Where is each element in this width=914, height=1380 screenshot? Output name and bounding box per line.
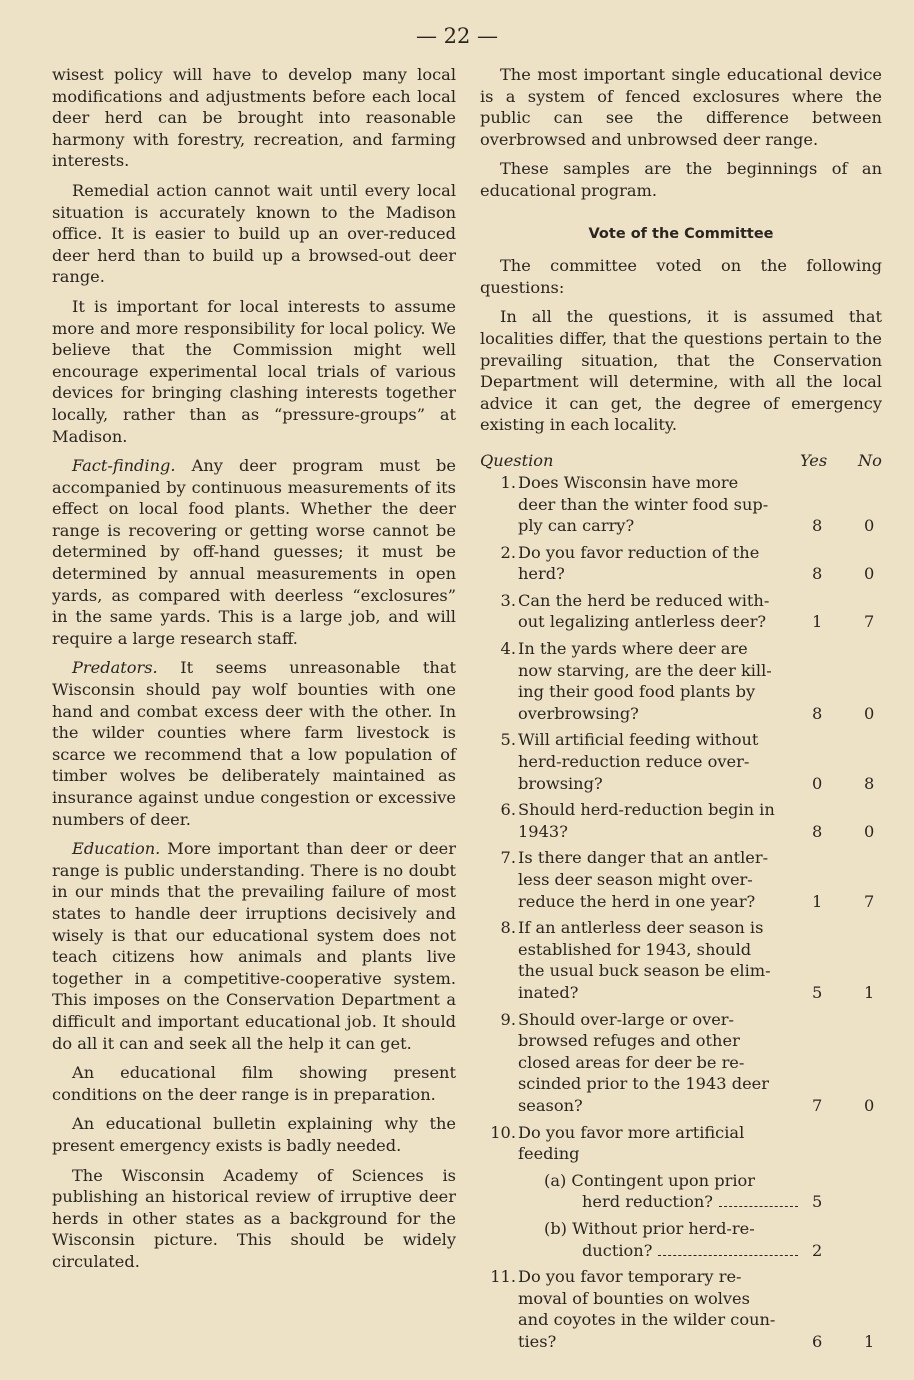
leader-dots: [719, 1194, 798, 1207]
question-number: 9.: [500, 1009, 516, 1029]
paragraph-body: More important than deer or deer range is public understanding. There is no doubt in our minds that the prevailing failure of most states to handle deer irruptions decisively and wisely is that our educational system does not teach citizens how animals and plants live together in a competitive-cooperative system. This imposes on the Conservation Department a difficult and important educational job. It should do all it can and seek all the help it can get.: [52, 839, 456, 1053]
table-row: [480, 1122, 882, 1165]
question-number: 5.: [500, 730, 516, 750]
header-no: No: [858, 450, 882, 470]
question-line: Does Wisconsin have more: [518, 472, 739, 492]
question-line: Do you favor reduction of the: [518, 542, 760, 562]
leader-dots: [658, 1243, 798, 1256]
yes-count: 7: [812, 1095, 823, 1115]
question-text: [518, 917, 806, 1003]
question-last-line: [518, 563, 806, 585]
no-count: 1: [864, 982, 875, 1002]
question-line: browsing?: [518, 773, 603, 793]
paragraph: These samples are the beginnings of an educational program.: [480, 159, 882, 200]
question-line: Do you favor temporary re-: [518, 1267, 742, 1287]
question-line: duction?: [582, 1240, 653, 1260]
paragraph: wisest policy will have to develop many local modifications and adjustments before each local deer herd can be brought into reasonable harmony with forestry, recreation, and farming interests.: [52, 65, 456, 171]
no-count: 0: [864, 516, 875, 536]
paragraph: In all the questions, it is assumed that localities differ, that the questions pertain to the prevailing situation, that the Conservation Department will determine, with all the local advice it can get, the degree of emergency existing in each locality.: [480, 307, 882, 435]
section-heading: Vote of the Committee: [588, 225, 774, 242]
question-line: and coyotes in the wilder coun-: [518, 1310, 776, 1330]
question-line: herd-reduction reduce over-: [518, 752, 750, 772]
table-row: [480, 799, 882, 842]
paragraph-predators: [52, 657, 456, 830]
question-line: Do you favor more artificial: [518, 1122, 745, 1142]
table-row: [480, 1009, 882, 1117]
table-row: [480, 542, 882, 585]
yes-count: 6: [812, 1331, 823, 1351]
yes-count: 8: [812, 703, 823, 723]
question-text: [518, 1009, 806, 1117]
sub-question: [544, 1218, 823, 1261]
paragraph-body: It seems unreasonable that Wisconsin should pay wolf bounties with one hand and combat excess deer with the other. In the wilder counties where farm livestock is scarce we recommend that a low population of timber wolves be deliberately maintained as insurance against undue congestion or excessive numbers of deer.: [52, 658, 456, 829]
sub-question: [544, 1170, 823, 1213]
question-line: overbrowsing?: [518, 703, 639, 723]
question-line: inated?: [518, 982, 579, 1002]
question-line: reduce the herd in one year?: [518, 891, 756, 911]
no-count: 7: [864, 891, 875, 911]
question-number: 6.: [500, 800, 516, 820]
question-line: moval of bounties on wolves: [518, 1288, 750, 1308]
question-line: now starving, are the deer kill-: [518, 660, 772, 680]
question-last-line: [518, 821, 806, 843]
yes-count: 0: [812, 773, 823, 793]
yes-count: 8: [812, 564, 823, 584]
question-text: [518, 590, 806, 633]
no-count: 7: [864, 612, 875, 632]
question-line: scinded prior to the 1943 deer: [518, 1074, 769, 1094]
question-number: 10.: [490, 1122, 516, 1142]
yes-count: 8: [812, 821, 823, 841]
yes-count: 1: [812, 612, 823, 632]
question-line: out legalizing antlerless deer?: [518, 612, 767, 632]
table-row: [480, 917, 882, 1003]
table-row: [480, 472, 882, 537]
question-line: season?: [518, 1095, 583, 1115]
question-line: feeding: [518, 1144, 580, 1164]
page-number: — 22 —: [415, 24, 499, 48]
paragraph-body: Any deer program must be accompanied by continuous measurements of its effect on local food plants. Whether the deer range is recovering or getting worse cannot be determined by off-hand guesses; it must be determined by annual measurements in open yards, as compared with deerless “exclosures” in the same yards. This is a large job, and will require a large research staff.: [52, 456, 456, 648]
question-line: herd reduction?: [582, 1192, 713, 1212]
question-line: established for 1943, should: [518, 939, 752, 959]
question-text: [518, 799, 806, 842]
paragraph-fact-finding: [52, 455, 456, 649]
no-count: 8: [864, 773, 875, 793]
question-number: 11.: [490, 1267, 516, 1287]
table-row: [480, 729, 882, 794]
question-last-line: [544, 1191, 806, 1213]
question-last-line: [518, 703, 806, 725]
no-count: 1: [864, 1331, 875, 1351]
paragraph: The most important single educational device is a system of fenced exclosures where the public can see the difference between overbrowsed and unbrowsed deer range.: [480, 65, 882, 149]
question-number: 2.: [500, 542, 516, 562]
yes-count: 8: [812, 516, 823, 536]
question-last-line: [518, 891, 806, 913]
paragraph: The committee voted on the following questions:: [480, 256, 882, 297]
question-number: 3.: [500, 590, 516, 610]
yes-count: 1: [812, 891, 823, 911]
question-last-line: [544, 1240, 806, 1262]
question-line: ing their good food plants by: [518, 682, 756, 702]
question-line: deer than the winter food sup-: [518, 494, 769, 514]
vote-table-header: [480, 450, 882, 472]
question-last-line: [518, 1095, 806, 1117]
run-in-heading: Fact-finding.: [72, 456, 176, 476]
question-line: (a) Contingent upon prior: [544, 1170, 755, 1190]
question-last-line: [518, 982, 806, 1004]
question-last-line: [518, 773, 806, 795]
header-question: Question: [480, 450, 554, 470]
yes-count: 5: [812, 982, 823, 1002]
question-text: [518, 472, 806, 537]
question-text: [518, 1266, 806, 1352]
question-text: [518, 729, 806, 794]
question-last-line: [518, 611, 806, 633]
question-line: (b) Without prior herd-re-: [544, 1218, 755, 1238]
no-count: 0: [864, 1095, 875, 1115]
question-line: ply can carry?: [518, 516, 635, 536]
yes-count: 5: [812, 1192, 823, 1212]
table-row: [480, 1266, 882, 1352]
question-line: browsed refuges and other: [518, 1031, 740, 1051]
question-text: [518, 542, 806, 585]
left-column: [52, 64, 456, 1280]
paragraph-education: [52, 838, 456, 1054]
paragraph: Remedial action cannot wait until every local situation is accurately known to the Madison office. It is easier to build up an over-reduced deer herd than to build up a browsed-out deer range.: [52, 180, 456, 287]
paragraph: It is important for local interests to assume more and more responsibility for local policy. We believe that the Commission might well encourage experimental local trials of various devices for bringing clashing interests together locally, rather than as “pressure-groups” at Madison.: [52, 296, 456, 446]
question-line: Is there danger that an antler-: [518, 848, 769, 868]
no-count: 0: [864, 703, 875, 723]
paragraph: An educational bulletin explaining why the present emergency exists is badly needed.: [52, 1114, 456, 1155]
yes-count: 2: [812, 1240, 823, 1260]
question-number: 4.: [500, 639, 516, 659]
table-row: [480, 590, 882, 633]
no-count: 0: [864, 564, 875, 584]
question-text: [518, 847, 806, 912]
question-line: the usual buck season be elim-: [518, 961, 771, 981]
question-line: Should over-large or over-: [518, 1009, 735, 1029]
question-number: 1.: [500, 472, 516, 492]
vote-table: [480, 472, 882, 1353]
question-line: Will artificial feeding without: [518, 730, 759, 750]
paragraph: The Wisconsin Academy of Sciences is publishing an historical review of irruptive deer herds in other states as a background for the Wisconsin picture. This should be widely circulated.: [52, 1165, 456, 1271]
question-line: Can the herd be reduced with-: [518, 590, 770, 610]
question-text: [518, 638, 806, 724]
no-count: 0: [864, 821, 875, 841]
question-last-line: [518, 1331, 806, 1353]
header-yes: Yes: [800, 450, 828, 470]
paragraph: An educational film showing present conditions on the deer range is in preparation.: [52, 1063, 456, 1104]
question-number: 7.: [500, 848, 516, 868]
question-last-line: [518, 515, 806, 537]
question-line: ties?: [518, 1331, 557, 1351]
question-line: Should herd-reduction begin in: [518, 800, 775, 820]
question-text: [518, 1122, 806, 1165]
table-row: [480, 638, 882, 724]
question-number: 8.: [500, 918, 516, 938]
question-line: 1943?: [518, 821, 568, 841]
run-in-heading: Education.: [72, 839, 161, 859]
question-line: In the yards where deer are: [518, 639, 748, 659]
question-line: less deer season might over-: [518, 870, 753, 889]
question-line: closed areas for deer be re-: [518, 1052, 745, 1072]
table-row: [480, 847, 882, 912]
run-in-heading: Predators.: [72, 658, 158, 678]
question-line: If an antlerless deer season is: [518, 918, 764, 938]
question-line: herd?: [518, 564, 565, 584]
right-column: [480, 64, 882, 1357]
